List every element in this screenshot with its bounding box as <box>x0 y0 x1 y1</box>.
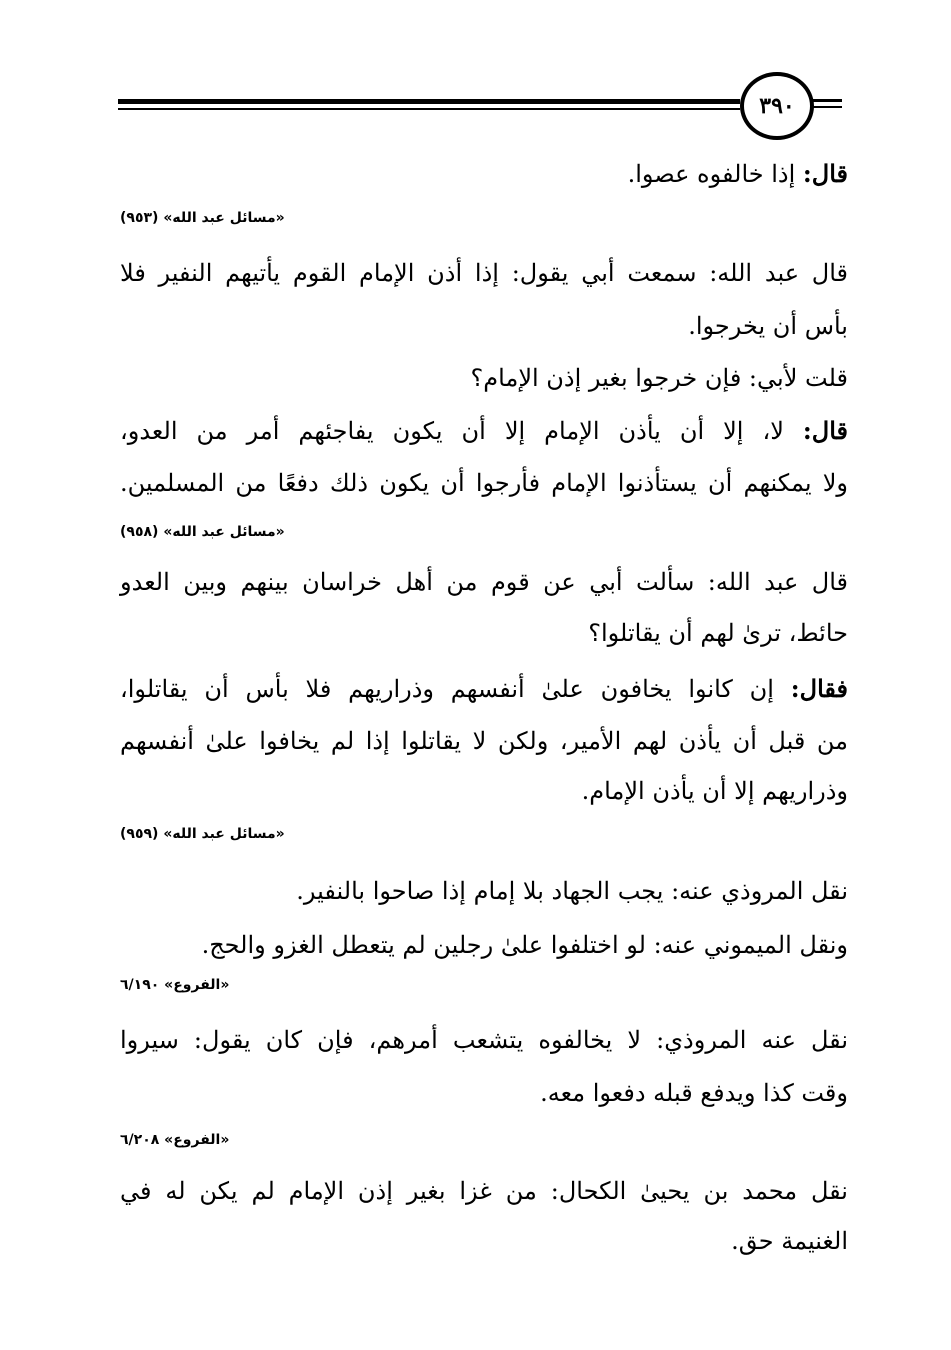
citation: «الفروع» ٦/١٩٠ <box>120 977 230 993</box>
text-line: الغنيمة حق. <box>731 1227 848 1255</box>
citation: «مسائل عبد الله» (٩٥٨) <box>120 524 285 540</box>
citation: «مسائل عبد الله» (٩٥٩) <box>120 826 285 842</box>
text-line: وذراريهم إلا أن يأذن الإمام. <box>581 777 848 805</box>
header-rule-right <box>812 99 842 102</box>
text-line <box>120 672 848 706</box>
text-line: قال عبد الله: سألت أبي عن قوم من أهل خراسان بينهم وبين العدو <box>120 568 848 596</box>
speaker-label: فقال: <box>790 674 848 703</box>
text-line: من قبل أن يأذن لهم الأمير، ولكن لا يقاتلوا إذا لم يخافوا علىٰ أنفسهم <box>120 727 848 755</box>
text-line: وقت كذا ويدفع قبله دفعوا معه. <box>540 1079 848 1107</box>
citation: «مسائل عبد الله» (٩٥٣) <box>120 210 285 226</box>
text-line: نقل المروذي عنه: يجب الجهاد بلا إمام إذا صاحوا بالنفير. <box>296 877 848 905</box>
line-text: لا، إلا أن يأذن الإمام إلا أن يكون يفاجئهم أمر من العدو، <box>120 417 803 445</box>
line-text: إن كانوا يخافون علىٰ أنفسهم وذراريهم فلا بأس أن يقاتلوا، <box>120 675 791 703</box>
header-rule-thin <box>118 108 740 110</box>
text-line: ونقل الميموني عنه: لو اختلفوا علىٰ رجلين لم يتعطل الغزو والحج. <box>201 931 848 959</box>
page-number-badge <box>740 72 814 140</box>
text-line <box>120 157 848 191</box>
text-line: قلت لأبي: فإن خرجوا بغير إذن الإمام؟ <box>470 364 848 392</box>
header-rule <box>118 99 740 104</box>
text-line: بأس أن يخرجوا. <box>688 312 848 340</box>
text-line <box>120 414 848 448</box>
speaker-label: قال: <box>802 416 848 445</box>
text-line: نقل عنه المروذي: لا يخالفوه يتشعب أمرهم، فإن كان يقول: سيروا <box>120 1026 848 1054</box>
text-line: ولا يمكنهم أن يستأذنوا الإمام فأرجوا أن يكون ذلك دفعًا من المسلمين. <box>120 469 848 497</box>
text-line: قال عبد الله: سمعت أبي يقول: إذا أذن الإمام القوم يأتيهم النفير فلا <box>120 259 848 287</box>
text-line: حائط، ترىٰ لهم أن يقاتلوا؟ <box>588 619 848 647</box>
speaker-label: قال: <box>802 159 848 188</box>
line-text: إذا خالفوه عصوا. <box>627 160 803 188</box>
citation: «الفروع» ٦/٢٠٨ <box>120 1132 230 1148</box>
text-line: نقل محمد بن يحيىٰ الكحال: من غزا بغير إذن الإمام لم يكن له في <box>120 1177 848 1205</box>
page-number: ٣٩٠ <box>759 93 795 119</box>
header-rule-right-thin <box>812 106 842 108</box>
